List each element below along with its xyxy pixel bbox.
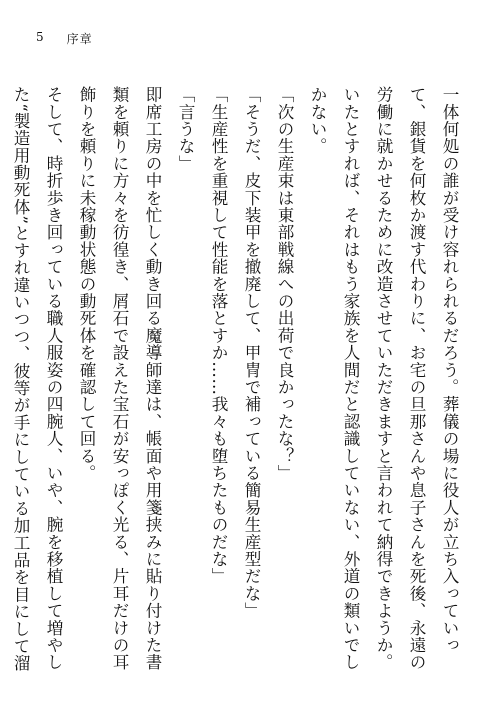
- dialogue-line: 「そうだ、皮下装甲を撤廃して、甲冑で補っている簡易生産型だな」: [242, 86, 261, 620]
- page-number: 5: [36, 30, 45, 44]
- dialogue-line: 「言うな」: [176, 86, 195, 172]
- paragraph: 一体何処の誰が受け容れられるだろう。葬儀の場に役人が立ち入っていって、銀貨を何枚か渡す代わりに、お宅の旦那さんや息子さんを死後、永遠の労働に就かせるために改造させていただきますと言われて納得できようか。: [374, 86, 459, 671]
- dialogue-line: 「生産性を重視して性能を落とすか……我々も堕ちたものだな」: [209, 86, 228, 585]
- paragraph: いたとすれば、それはもう家族を人間だと認識していない、外道の類いでしかない。: [308, 86, 360, 671]
- paragraph: そして、時折歩き回っている職人服姿の四腕人、いや、腕を移植して増やした“製造用動死体”とすれ違いつつ、彼等が手にしている加工品を目にして溜: [11, 86, 63, 672]
- chapter-title: 序章: [66, 32, 93, 46]
- vertical-body-text: [11, 86, 466, 676]
- page-header: [36, 30, 93, 47]
- paragraph: 即席工房の中を忙しく動き回る魔導師達は、帳面や用箋挟みに貼り付けた書類を頼りに方々を彷徨き、屑石で設えた宝石が安っぽく光る、片耳だけの耳飾りを頼りに未稼動状態の動死体を確認して回る。: [77, 86, 162, 671]
- dialogue-line: 「次の生産束は東部戦線への出荷で良かったな？」: [275, 86, 294, 482]
